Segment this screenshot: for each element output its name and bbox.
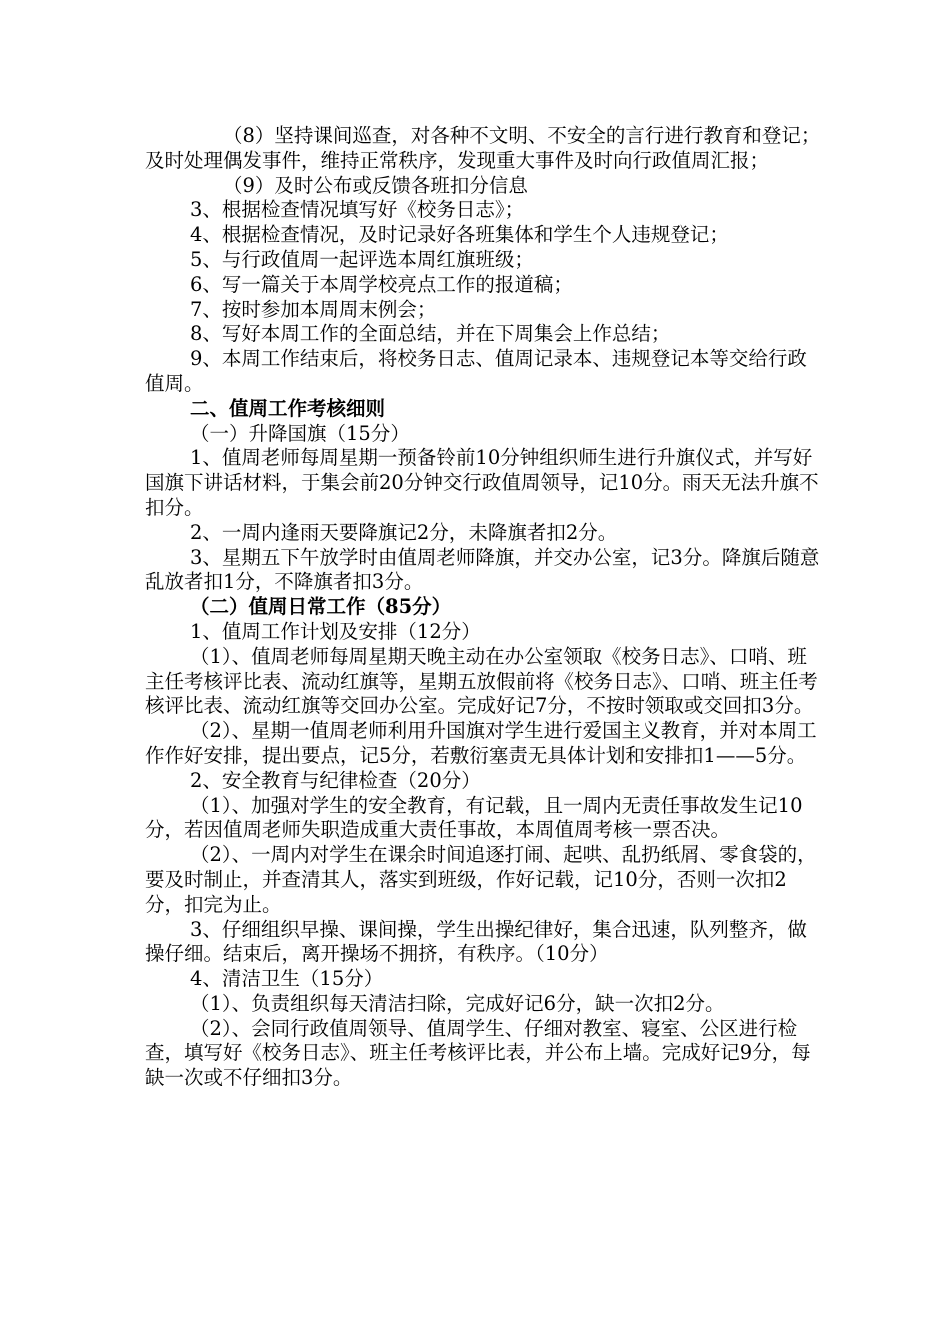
section-heading: （二）值周日常工作（85分） (190, 595, 452, 619)
paragraph: 3、仔细组织早操、课间操，学生出操纪律好，集合迅速，队列整齐，做操仔细。结束后，离开操场不拥挤，有秩序。（10分） (145, 917, 807, 966)
paragraph: （一）升降国旗（15分） (190, 421, 410, 445)
paragraph: （1）、值周老师每周星期天晚主动在办公室领取《校务日志》、口哨、班主任考核评比表、流动红旗等，星期五放假前将《校务日志》、口哨、班主任考核评比表、流动红旗等交回办公室。完成好记7分，不按时领取或交回扣3分。 (145, 644, 818, 718)
paragraph: 3、星期五下午放学时由值周老师降旗，并交办公室，记3分。降旗后随意乱放者扣1分，不降旗者扣3分。 (145, 545, 820, 594)
section-heading: 二、值周工作考核细则 (190, 396, 386, 420)
paragraph: 2、安全教育与纪律检查（20分） (190, 768, 481, 792)
paragraph: （1）、负责组织每天清洁扫除，完成好记6分，缺一次扣2分。 (190, 991, 725, 1015)
paragraph: （1）、加强对学生的安全教育，有记载，且一周内无责任事故发生记10分，若因值周老师失职造成重大责任事故，本周值周考核一票否决。 (145, 793, 803, 842)
paragraph: 8、写好本周工作的全面总结，并在下周集会上作总结； (190, 322, 671, 346)
paragraph: 4、清洁卫生（15分） (190, 967, 384, 991)
paragraph: （9）及时公布或反馈各班扣分信息 (223, 173, 528, 197)
paragraph: （2）、星期一值周老师利用升国旗对学生进行爱国主义教育，并对本周工作作好安排，提出要点，记5分，若敷衍塞责无具体计划和安排扣1——5分。 (145, 719, 817, 767)
document-body (145, 124, 825, 1091)
paragraph: 6、写一篇关于本周学校亮点工作的报道稿； (190, 272, 573, 296)
paragraph: （2）、会同行政值周领导、值周学生、仔细对教室、寝室、公区进行检查，填写好《校务日志》、班主任考核评比表，并公布上墙。完成好记9分，每缺一次或不仔细扣3分。 (145, 1016, 811, 1090)
paragraph: 4、根据检查情况，及时记录好各班集体和学生个人违规登记； (190, 223, 729, 247)
paragraph: （8）坚持课间巡查，对各种不文明、不安全的言行进行教育和登记；及时处理偶发事件，维持正常秩序，发现重大事件及时向行政值周汇报； (145, 124, 821, 172)
paragraph: 2、一周内逢雨天要降旗记2分，未降旗者扣2分。 (190, 520, 618, 544)
paragraph: 3、根据检查情况填写好《校务日志》； (190, 198, 525, 222)
paragraph: 9、本周工作结束后，将校务日志、值周记录本、违规登记本等交给行政值周。 (145, 347, 807, 395)
paragraph: 7、按时参加本周周末例会； (190, 297, 437, 321)
paragraph: （2）、一周内对学生在课余时间追逐打闹、起哄、乱扔纸屑、零食袋的，要及时制止，并查清其人，落实到班级，作好记载，记10分，否则一次扣2分，扣完为止。 (145, 843, 817, 916)
paragraph: 1、值周工作计划及安排（12分） (190, 619, 481, 643)
paragraph: 5、与行政值周一起评选本周红旗班级； (190, 247, 534, 271)
paragraph: 1、值周老师每周星期一预备铃前10分钟组织师生进行升旗仪式，并写好国旗下讲话材料，于集会前20分钟交行政值周领导，记10分。雨天无法升旗不扣分。 (145, 446, 819, 519)
